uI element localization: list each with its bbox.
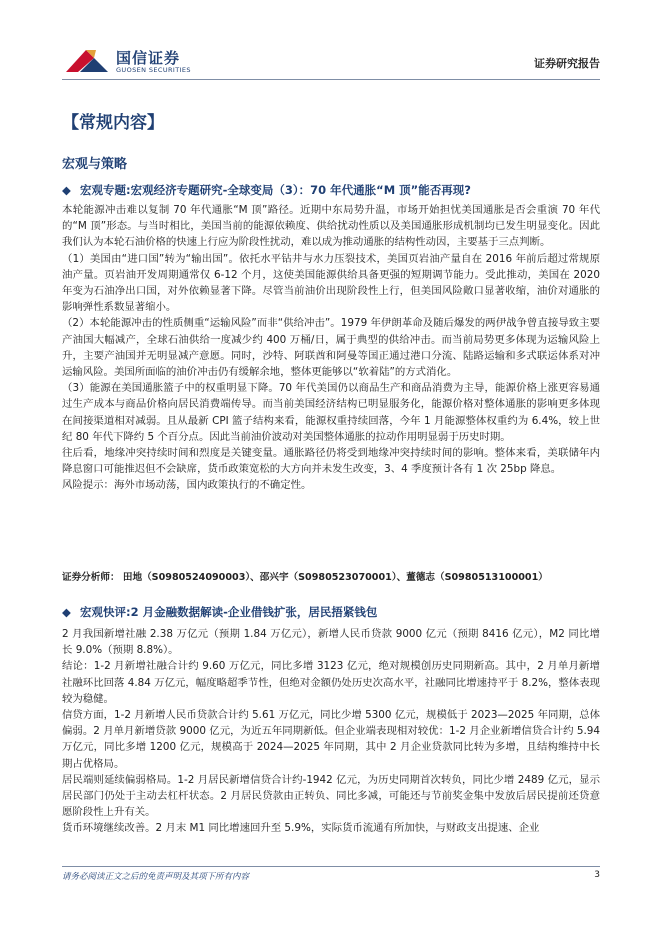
section-title: 【常规内容】: [62, 113, 164, 133]
paragraph: 居民端则延续偏弱格局。1-2 月居民新增信贷合计约-1942 亿元，为历史同期首次转负，同比少增 2489 亿元，显示居民部门仍处于主动去杠杆状态。2 月居民贷款由正转负、同比多减，可能还与节前奖金集中发放后居民提前还贷意愿阶段性上升有关。: [62, 773, 600, 819]
paragraph: 结论：1-2 月新增社融合计约 9.60 万亿元，同比多增 3123 亿元，绝对规模创历史同期新高。其中，2 月单月新增社融环比回落 4.84 万亿元，幅度略超季节性，但绝对金额仍处历史次高水平，社融同比增速持平于 8.2%，整体表现较为稳健。: [62, 660, 600, 705]
diamond-bullet-icon: ◆: [62, 605, 71, 619]
risk-note: 风险提示：海外市场动荡，国内政策执行的不确定性。: [62, 479, 312, 492]
disclaimer-note: 请务必阅读正文之后的免责声明及其项下所有内容: [62, 872, 250, 882]
category-heading: 宏观与策略: [62, 157, 128, 172]
paragraph: 货币环境继续改善。2 月末 M1 同比增速回升至 5.9%，实际货币流通有所加快，与财政支出提速、企业: [62, 822, 540, 835]
page-number: 3: [594, 870, 600, 880]
paragraph: （3）能源在美国通胀篮子中的权重明显下降。70 年代美国仍以商品生产和商品消费为主导，能源价格上涨更容易通过生产成本与商品价格向居民消费端传导。而当前美国经济结构已明显服务化，能源价格对整体通胀的影响更多体现在间接渠道相对减弱。且从最新 CPI 篮子结构来看，能源权重持续回落，今年 1 月能源整体权重约为 6.4%，较上世纪 80 年代下降约 5 个百分点。因此当前油价波动对美国整体通胀的拉动作用明显弱于历史时期。: [62, 382, 600, 443]
logo-name-cn: 国信证券: [116, 49, 181, 67]
paragraph: 信贷方面，1-2 月新增人民币贷款合计约 5.61 万亿元，同比少增 5300 亿元，规模低于 2023—2025 年同期，总体偏弱。2 月单月新增贷款 9000 亿元，为近五年同期新低。但企业端表现相对较优：1-2 月企业新增信贷合计约 5.94 万亿元，同比多增 1200 亿元，规模高于 2024—2025 年同期，其中 2 月企业贷款同比转为多增，且结构维持中长期占优格局。: [62, 709, 600, 770]
paragraph: （1）美国由“进口国”转为“输出国”。依托水平钻井与水力压裂技术，美国页岩油产量自在 2016 年前后超过常规原油产量。页岩油开发周期通常仅 6-12 个月，这使美国能源供给具备更强的短期调节能力。受此推动，美国在 2020 年变为石油净出口国，对外依赖显著下降。尽管当前油价出现阶段性上行，但美国风险敞口显著收缩，油价对通胀的影响弹性系数显著缩小。: [62, 252, 600, 314]
header-divider: [62, 79, 600, 80]
article-title-text: 宏观专题:宏观经济专题研究-全球变局（3）：70 年代通胀“M 顶”能否再现?: [80, 183, 471, 197]
article-body: [62, 202, 600, 494]
article-title[interactable]: [62, 182, 471, 198]
article-title[interactable]: [62, 604, 377, 620]
paragraph: 2 月我国新增社融 2.38 万亿元（预期 1.84 万亿元），新增人民币贷款 9000 亿元（预期 8416 亿元），M2 同比增长 9.0%（预期 8.8%）。: [62, 628, 600, 657]
article-body: [62, 626, 600, 837]
paragraph: 往后看，地缘冲突持续时间和烈度是关键变量。通胀路径仍将受到地缘冲突持续时间的影响。整体来看，美联储年内降息窗口可能推迟但不会缺席，货币政策宽松的大方向并未发生改变，3、4 季度预计各有 1 次 25bp 降息。: [62, 447, 600, 476]
analyst-credits: 证券分析师： 田地（S0980524090003）、邵兴宇（S0980523070001）、董德志（S0980513100001）: [62, 572, 548, 583]
article-title-text: 宏观快评:2 月金融数据解读-企业借钱扩张，居民捂紧钱包: [80, 605, 378, 619]
company-logo: [64, 44, 191, 78]
logo-mark-icon: [64, 46, 110, 74]
footer-divider: [62, 866, 600, 867]
paragraph: 本轮能源冲击难以复制 70 年代通胀“M 顶”路径。近期中东局势升温，市场开始担忧美国通胀是否会重演 70 年代的“M 顶”形态。与当时相比，美国当前的能源依赖度、供给扰动性质以及美国通胀形成机制均已发生明显变化。因此我们认为本轮石油价格的快速上行应为阶段性扰动，难以成为推动通胀的结构性动因，主要基于三点判断。: [62, 204, 600, 249]
paragraph: （2）本轮能源冲击的性质侧重“运输风险”而非“供给冲击”。1979 年伊朗革命及随后爆发的两伊战争曾直接导致主要产油国大幅减产，全球石油供给一度减少约 400 万桶/日，属于典型的供给冲击。而当前局势更多体现为运输风险上升，主要产油国并无明显减产意愿。同时，沙特、阿联酋和阿曼等国正通过港口分流、陆路运输和多式联运体系对冲运输风险。美国所面临的油价冲击仍有缓解余地，整体更能够以“软着陆”的方式消化。: [62, 317, 600, 379]
logo-name-en: GUOSEN SECURITIES: [116, 66, 191, 74]
page-header: [0, 0, 662, 80]
diamond-bullet-icon: ◆: [62, 183, 71, 197]
document-type: 证券研究报告: [534, 57, 600, 70]
